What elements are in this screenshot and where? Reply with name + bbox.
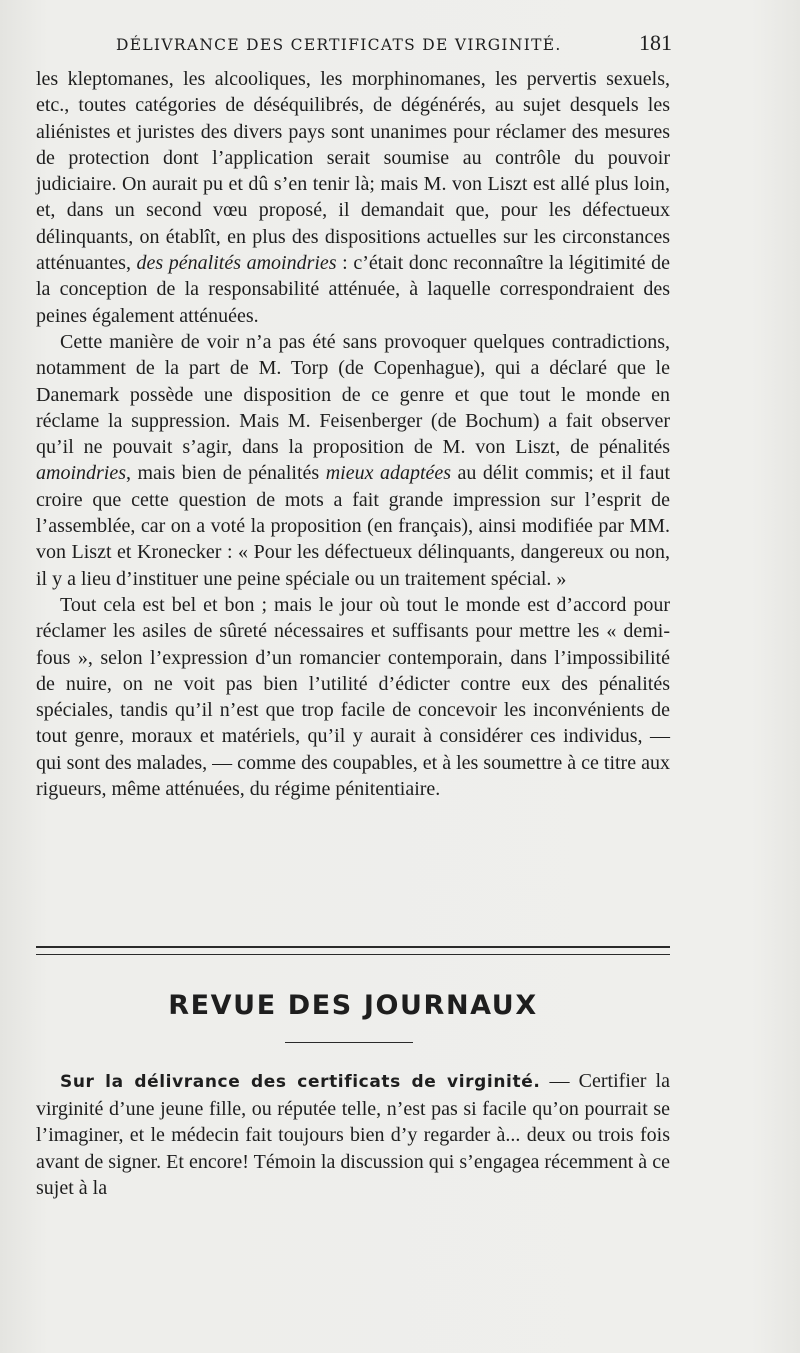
text-run: Cette manière de voir n’a pas été sans provoquer quelques contradictions, notamment de la part de M. Torp (de Copenhague), qui a déclaré que le Danemark possède une disposition de ce genre et que tout le monde en réclame la suppression. Mais M. Feisenberger (de Bochum) a fait observer qu’il ne pouvait s’agir, dans la proposition de M. von Liszt, de pénalités: [36, 330, 670, 459]
text-run: Tout cela est bel et bon ; mais le jour où tout le monde est d’accord pour réclamer les asiles de sûreté nécessaires et suffisants pour mettre les « demi-fous », selon l’expression d’un romancier contemporain, dans l’impossibilité de nuire, on ne voit pas bien l’utilité d’édicter contre eux des pénalités spéciales, tandis qu’il n’est que trop facile de concevoir les inconvénients de tout genre, moraux et matériels, qu’il y aurait à considérer ces individus, — qui sont des malades, — comme des coupables, et à les soumettre à ce titre aux rigueurs, même atténuées, du régime pénitentiaire.: [36, 593, 670, 801]
italic-text: amoindries: [36, 462, 126, 485]
paragraph: [36, 329, 670, 592]
page-header: [40, 30, 672, 56]
italic-text: des pénalités amoindries: [136, 252, 337, 275]
text-run: au délit commis; et il faut croire que cette question de mots a fait grande impression sur l’esprit de l’assemblée, car on a voté la proposition (en français), ainsi modifiée par MM. von Liszt et Kronecker : « Pour les défectueux délinquants, dangereux ou non, il y a lieu d’instituer une peine spéciale ou un traitement spécial. »: [36, 462, 671, 590]
running-head: DÉLIVRANCE DES CERTIFICATS DE VIRGINITÉ.: [116, 36, 562, 54]
article-paragraph: [36, 1068, 670, 1202]
paragraph: [36, 66, 670, 329]
italic-text: mieux adaptées: [325, 462, 452, 485]
text-run: les kleptomanes, les alcooliques, les morphinomanes, les pervertis sexuels, etc., toutes catégories de déséquilibrés, de dégénérés, au sujet desquels les aliénistes et juristes des divers pays sont unanimes pour réclamer des mesures de protection dont l’application serait soumise au contrôle du pouvoir judiciaire. On aurait pu et dû s’en tenir là; mais M. von Liszt est allé plus loin, et, dans un second vœu proposé, il demandait que, pour les défectueux délinquants, on établît, en plus des dispositions actuelles sur les circonstances atténuantes,: [36, 68, 670, 275]
page-number: 181: [639, 30, 672, 55]
article-text: Certifier la virginité d’une jeune fille, ou réputée telle, n’est pas si facile qu’on pourrait se l’imaginer, et le médecin fait toujours bien d’y regarder à... deux ou trois fois avant de signer. Et encore! Témoin la discussion qui s’engagea récemment à ce sujet à la: [36, 1070, 670, 1199]
section-divider: [36, 946, 670, 955]
text-run: : c’était donc reconnaître la légitimité de la conception de la responsabilité atténuée, à laquelle correspondraient des peines également atténuées.: [36, 252, 670, 327]
paragraph: [36, 592, 670, 802]
section-title: REVUE DES JOURNAUX: [168, 990, 538, 1021]
article-title: Sur la délivrance des certificats de virginité.: [60, 1072, 541, 1092]
article-dash: —: [540, 1070, 579, 1092]
article: [36, 1068, 670, 1202]
main-text: [36, 66, 670, 802]
text-run: , mais bien de pénalités: [126, 462, 326, 485]
title-underline: [285, 1042, 413, 1043]
